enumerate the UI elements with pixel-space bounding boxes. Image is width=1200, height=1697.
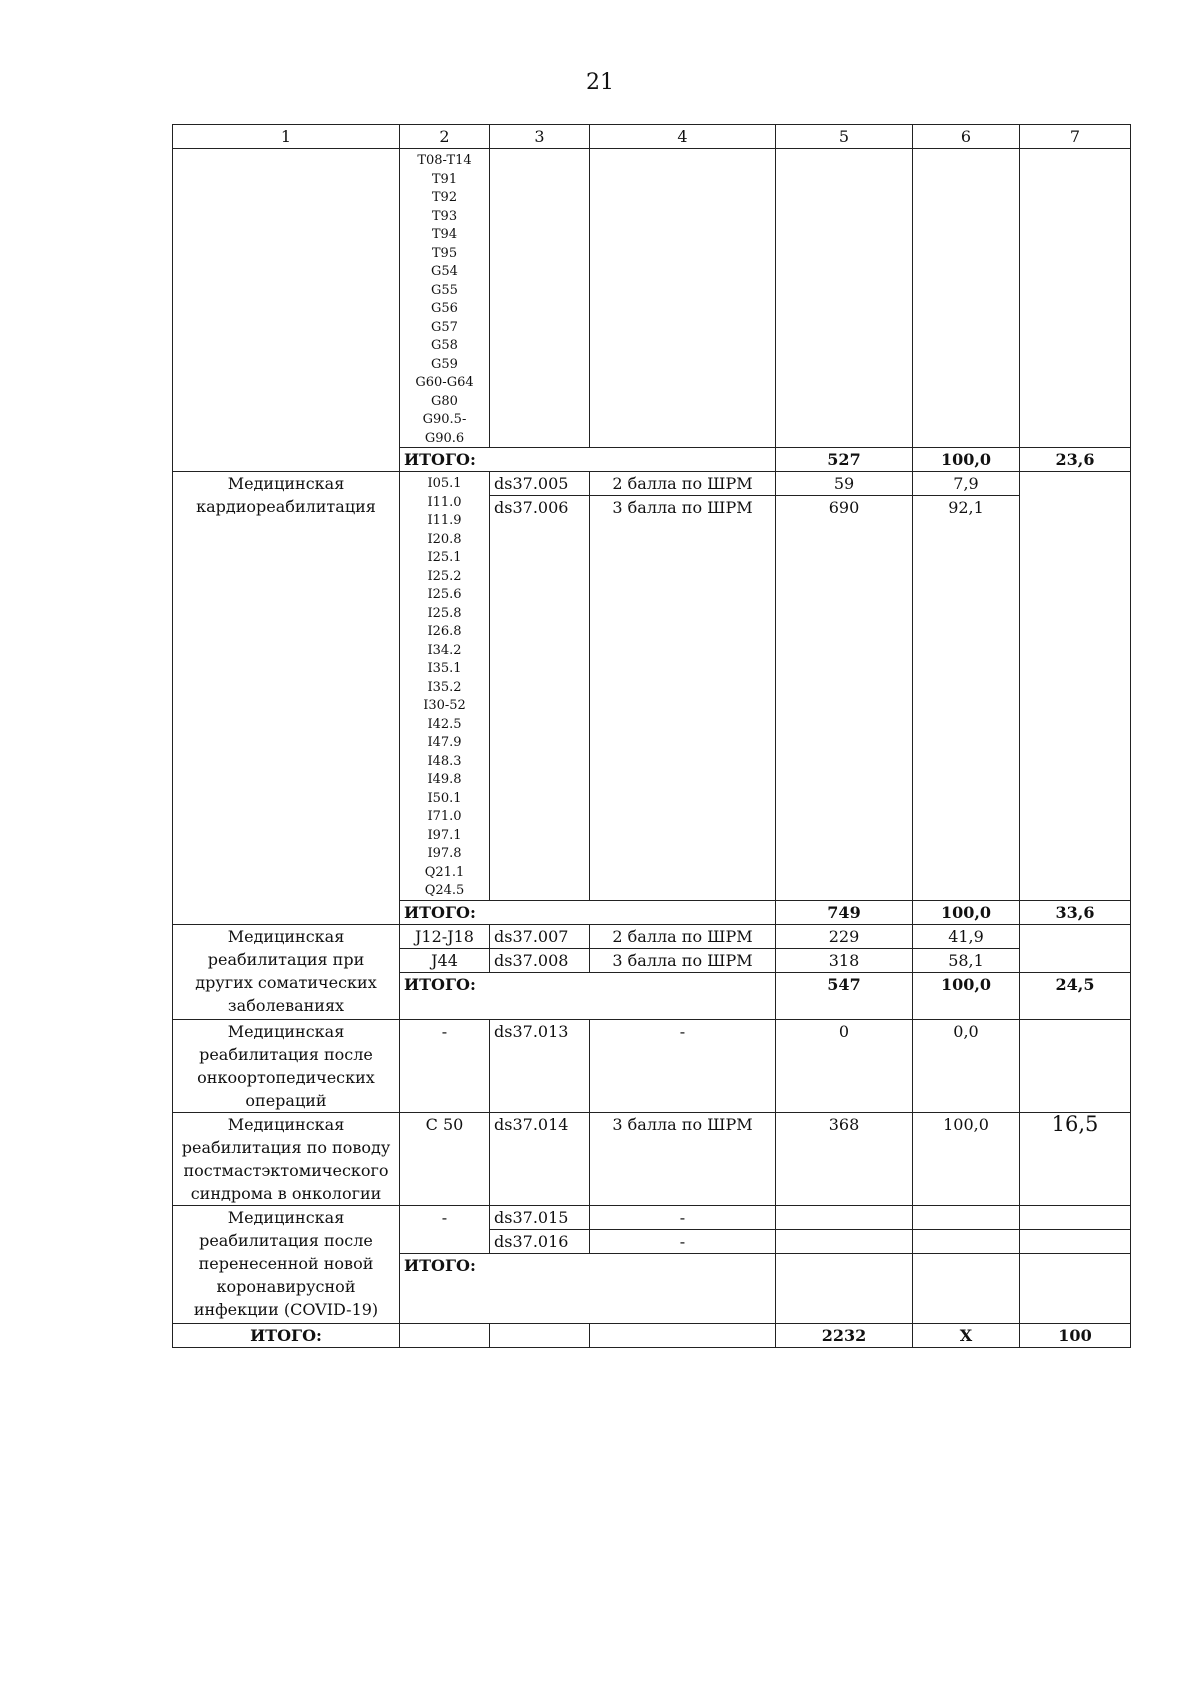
total-share: 23,6: [1020, 448, 1131, 472]
header-cell: 6: [913, 125, 1020, 149]
empty-cell: [1020, 1254, 1131, 1324]
code: G57: [431, 319, 458, 335]
count: 318: [776, 949, 913, 973]
code: I97.8: [427, 846, 462, 861]
code: I50.1: [427, 790, 462, 806]
empty-cell: [490, 149, 590, 448]
empty-cell: [913, 1254, 1020, 1324]
diagnosis-code: -: [400, 1206, 490, 1254]
grand-total-label: ИТОГО:: [173, 1324, 400, 1348]
code: I20.8: [427, 531, 462, 547]
code: I30-52: [423, 698, 466, 713]
diagnosis-code: J12-J18: [400, 925, 490, 949]
share: 16,5: [1020, 1113, 1131, 1206]
code: Q24.5: [424, 883, 465, 898]
empty-cell: [590, 1324, 776, 1348]
block2-col4: [590, 472, 776, 901]
csg-code: ds37.013: [490, 1020, 590, 1113]
code: I49.8: [427, 772, 462, 787]
block4-name: Медицинская реабилитация после онкоортопедических операций: [173, 1020, 400, 1113]
code: I11.0: [427, 494, 462, 510]
score-label: -: [590, 1020, 776, 1113]
score-label: 3 балла по ШРМ: [612, 498, 753, 517]
csg-code: ds37.006: [494, 498, 569, 517]
percent: 100,0: [913, 1113, 1020, 1206]
total-count: 749: [776, 901, 913, 925]
block1-codes: [400, 149, 490, 448]
header-row: [173, 125, 1131, 149]
code: T94: [431, 227, 458, 242]
empty-cell: [1020, 925, 1131, 973]
code: I11.9: [427, 513, 462, 528]
table-row: [173, 925, 1131, 949]
count: 0: [776, 1020, 913, 1113]
empty-cell: [1020, 472, 1131, 901]
code: G90.5-: [422, 412, 467, 427]
header-cell: 1: [173, 125, 400, 149]
code: G90.6: [424, 430, 465, 446]
score-label: -: [590, 1230, 776, 1254]
csg-code: ds37.005: [490, 472, 589, 496]
code: Q21.1: [424, 864, 465, 880]
code: T08-T14: [417, 153, 472, 168]
table-row: [173, 1113, 1131, 1206]
percent: 58,1: [913, 949, 1020, 973]
block1-name-cell: [173, 149, 400, 472]
code: T95: [431, 245, 458, 261]
block2-col3: [490, 472, 590, 901]
csg-code: ds37.014: [490, 1113, 590, 1206]
code: I05.1: [427, 476, 462, 491]
table-row: [173, 472, 1131, 901]
total-label: ИТОГО:: [400, 901, 776, 925]
block2-name: Медицинская кардиореабилитация: [173, 472, 400, 925]
grand-total-count: 2232: [776, 1324, 913, 1348]
count: 368: [776, 1113, 913, 1206]
block6-name: Медицинская реабилитация после перенесенной новой коронавирусной инфекции (COVID-19): [173, 1206, 400, 1324]
table-row: [173, 1206, 1131, 1230]
code: I25.8: [427, 605, 462, 621]
block5-name: Медицинская реабилитация по поводу постмастэктомического синдрома в онкологии: [173, 1113, 400, 1206]
empty-cell: [1020, 1230, 1131, 1254]
score-label: 3 балла по ШРМ: [590, 1113, 776, 1206]
percent: 7,9: [913, 472, 1019, 496]
empty-cell: [776, 1206, 913, 1230]
code: G55: [431, 282, 458, 298]
code: G59: [431, 356, 458, 372]
block3-name: Медицинская реабилитация при других соматических заболеваниях: [173, 925, 400, 1020]
total-percent: 100,0: [913, 448, 1020, 472]
diagnosis-code: J44: [400, 949, 490, 973]
code: I42.5: [427, 716, 462, 732]
empty-cell: [590, 149, 776, 448]
block2-codes: [400, 472, 490, 901]
percent: 41,9: [913, 925, 1020, 949]
code: G54: [431, 264, 458, 279]
percent: 0,0: [913, 1020, 1020, 1113]
code: I97.1: [427, 827, 462, 843]
count: 690: [828, 498, 860, 517]
score-label: 3 балла по ШРМ: [590, 949, 776, 973]
page-number: 21: [586, 70, 614, 95]
code: I34.2: [427, 642, 462, 658]
score-label: -: [590, 1206, 776, 1230]
total-share: 24,5: [1020, 973, 1131, 1020]
code: G56: [431, 301, 458, 316]
empty-cell: [400, 1324, 490, 1348]
empty-cell: [776, 149, 913, 448]
code: I25.1: [427, 550, 462, 565]
count: 59: [776, 472, 912, 496]
code: T91: [431, 171, 458, 187]
block2-col5: [776, 472, 913, 901]
grand-total-share: 100: [1020, 1324, 1131, 1348]
score-label: 2 балла по ШРМ: [590, 472, 775, 496]
code: I48.3: [427, 753, 462, 769]
table-row: [173, 149, 1131, 448]
grand-total-percent: Х: [913, 1324, 1020, 1348]
total-label: ИТОГО:: [400, 448, 776, 472]
percent: 92,1: [948, 498, 984, 517]
code: G58: [431, 338, 458, 353]
code: I35.2: [427, 679, 462, 695]
total-label: ИТОГО:: [400, 1254, 776, 1324]
total-count: 547: [776, 973, 913, 1020]
total-count: 527: [776, 448, 913, 472]
empty-cell: [1020, 1206, 1131, 1230]
code: I25.6: [427, 587, 462, 602]
total-percent: 100,0: [913, 901, 1020, 925]
header-cell: 3: [490, 125, 590, 149]
code: G60-G64: [415, 375, 474, 390]
diagnosis-code: С 50: [400, 1113, 490, 1206]
total-percent: 100,0: [913, 973, 1020, 1020]
header-cell: 5: [776, 125, 913, 149]
count: 229: [776, 925, 913, 949]
total-label: ИТОГО:: [400, 973, 776, 1020]
empty-cell: [913, 149, 1020, 448]
code: T93: [431, 208, 458, 224]
code: I71.0: [427, 809, 462, 824]
code: I25.2: [427, 568, 462, 584]
score-label: 2 балла по ШРМ: [590, 925, 776, 949]
grand-total-row: [173, 1324, 1131, 1348]
code: I47.9: [427, 735, 462, 750]
header-cell: 7: [1020, 125, 1131, 149]
header-cell: 2: [400, 125, 490, 149]
block2-col6: [913, 472, 1020, 901]
diagnosis-code: -: [400, 1020, 490, 1113]
csg-code: ds37.008: [490, 949, 590, 973]
empty-cell: [776, 1230, 913, 1254]
rehab-table: [172, 124, 1131, 1348]
code: I26.8: [427, 624, 462, 639]
csg-code: ds37.015: [490, 1206, 590, 1230]
empty-cell: [913, 1206, 1020, 1230]
empty-cell: [913, 1230, 1020, 1254]
empty-cell: [490, 1324, 590, 1348]
header-cell: 4: [590, 125, 776, 149]
code: T92: [431, 190, 458, 205]
total-share: 33,6: [1020, 901, 1131, 925]
share: [1020, 1020, 1131, 1113]
empty-cell: [1020, 149, 1131, 448]
table-row: [173, 1020, 1131, 1113]
code: I35.1: [427, 661, 462, 676]
csg-code: ds37.007: [490, 925, 590, 949]
empty-cell: [776, 1254, 913, 1324]
code: G80: [431, 393, 458, 409]
csg-code: ds37.016: [490, 1230, 590, 1254]
